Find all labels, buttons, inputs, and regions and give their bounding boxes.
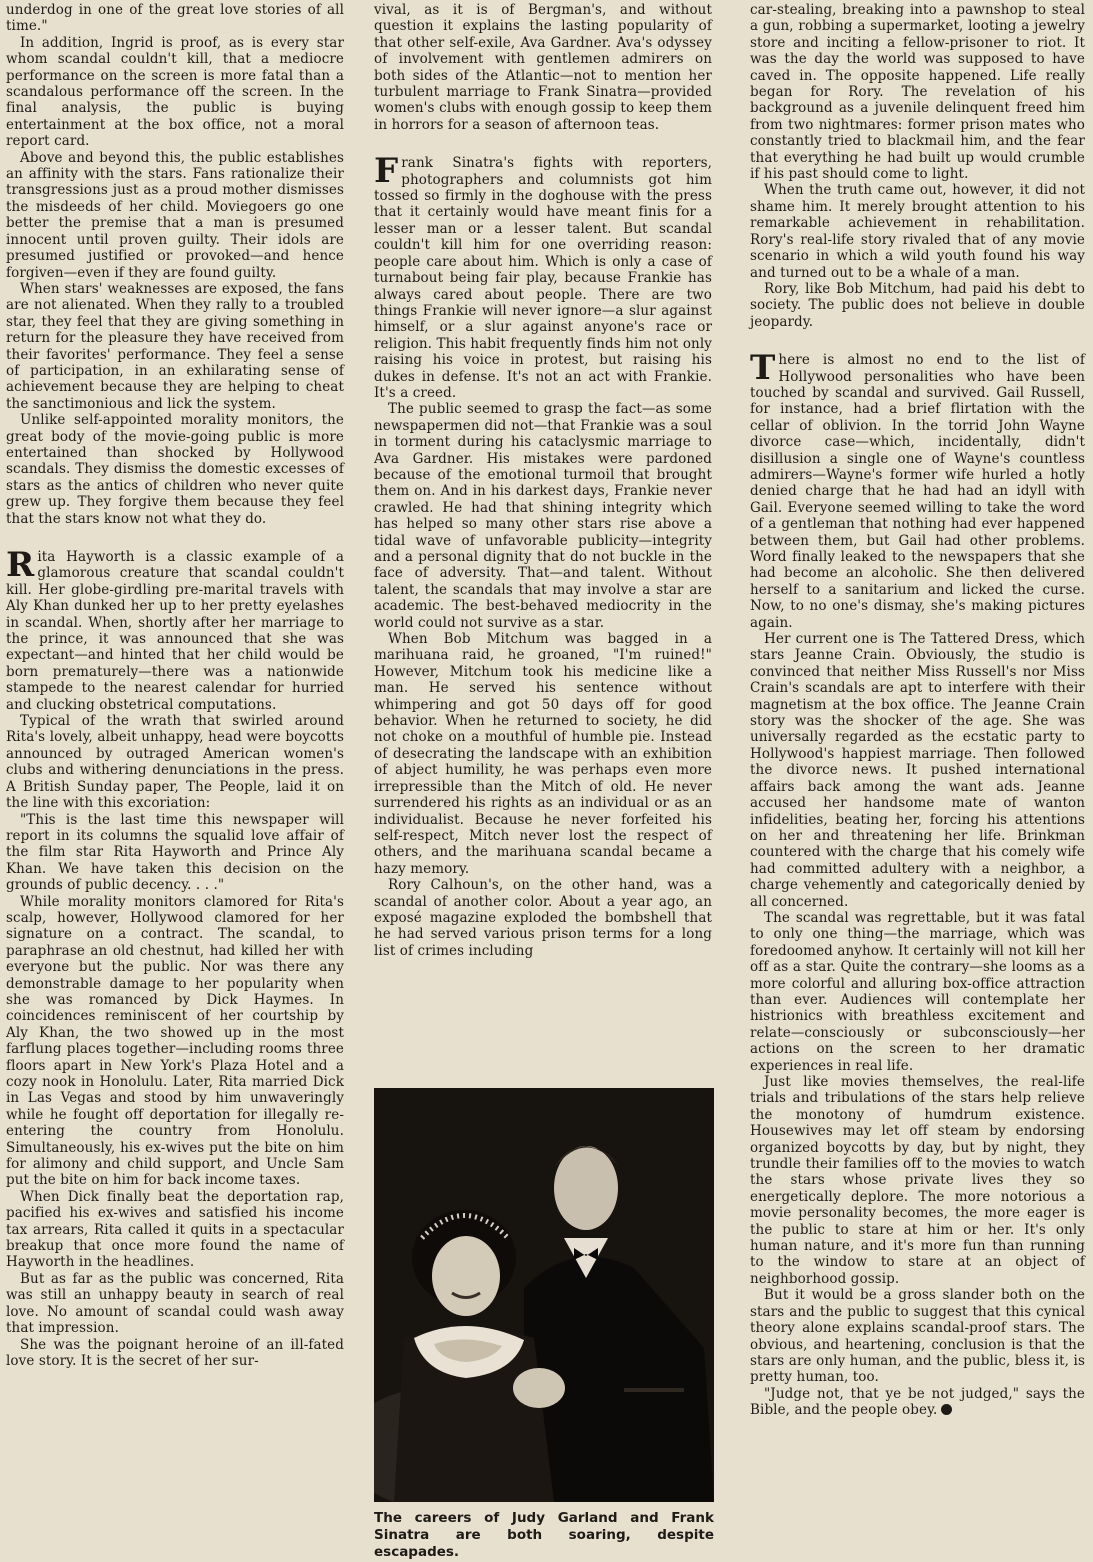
paragraph: But it would be a gross slander both on the stars and the public to suggest that this cynical theory alone explains scandal-proof stars. The obvious, and heartening, conclusion is that the stars are only human, and the public, bless it, is pretty human, too. [750,1287,1085,1386]
photo-dancing-couple [374,1088,714,1502]
paragraph: Rory, like Bob Mitchum, had paid his debt to society. The public does not believe in double jeopardy. [750,280,1085,330]
drop-cap: R [6,545,35,585]
paragraph: The scandal was regrettable, but it was fatal to only one thing—the marriage, which was foredoomed anyhow. It certainly will not kill her off as a star. Quite the contrary—she looms as a more colorful and alluring box-office attraction than ever. Audiences will contemplate her histrionics with breathless excitement and relate—consciously or subconsciously—her actions on the screen to her dramatic experiences in real life. [750,909,1085,1074]
quote-paragraph: "This is the last time this newspaper will report in its columns the squalid love affair of the film star Rita Hayworth and Prince Aly Khan. We have taken this decision on the grounds of public decency. . . ." [6,811,344,894]
paragraph: vival, as it is of Bergman's, and without question it explains the lasting popularity of that other self-exile, Ava Gardner. Ava's odyssey of involvement with gentlemen admirers on both sides of the Atlantic—not to mention her turbulent marriage to Frank Sinatra—provided women's clubs with enough gossip to keep them in horrors for a season of afternoon teas. [374,2,712,133]
section-paragraph: Frank Sinatra's fights with reporters, photographers and columnists got him tossed so firmly in the doghouse with the press that it certainly would have meant finis for a lesser man or a lesser talent. But scandal couldn't kill him for one overriding reason: people care about him. Which is only a case of turnabout being fair play, because Frankie has always cared about people. There are two things Frankie will never ignore—a slur against himself, or a slur against anyone's race or religion. This habit frequently finds him not only raising his voice in protest, but raising his dukes in defense. It's not an act with Frankie. It's a creed. [374,151,712,401]
paragraph: When stars' weaknesses are exposed, the fans are not alienated. When they rally to a troubled star, they feel that they are giving something in return for the pleasure they have received from their favorites' performance. They feel a sense of participation, in an exhilarating sense of achievement because they are helping to cheat the sanctimonious and lick the system. [6,280,344,412]
paragraph: Unlike self-appointed morality monitors, the great body of the movie-going public is more entertained than shocked by Hollywood scandals. They dismiss the domestic excesses of stars as the antics of children who never quite grew up. They forgive them because they feel that the stars know not what they do. [6,412,344,527]
paragraph: Rory Calhoun's, on the other hand, was a scandal of another color. About a year ago, an exposé magazine exploded the bombshell that he had served various prison terms for a long list of crimes including [374,877,712,959]
paragraph: In addition, Ingrid is proof, as is every star whom scandal couldn't kill, that a mediocre performance on the screen is more fatal than a scandalous performance off the screen. In the final analysis, the public is buying entertainment at the box office, not a moral report card. [6,34,344,150]
paragraph: But as far as the public was concerned, Rita was still an unhappy beauty in search of real love. No amount of scandal could wash away that impression. [6,1270,344,1337]
paragraph: underdog in one of the great love stories of all time." [6,2,344,35]
paragraph: Just like movies themselves, the real-life trials and tribulations of the stars help relieve the monotony of humdrum existence. Housewives may let off steam by endorsing organized boycotts by day, but by night, they trundle their families off to the movies to watch the stars whose private lives they so energetically deplore. The more notorious a movie personality becomes, the more eager is the public to stare at him or her. It's only human nature, and it's more fun than running to the window to stare at an object of neighborhood gossip. [750,1074,1085,1287]
paragraph: She was the poignant heroine of an ill-fated love story. It is the secret of her sur- [6,1336,344,1369]
drop-cap: F [374,151,399,192]
closing-paragraph: "Judge not, that ye be not judged," says the Bible, and the people obey. [750,1385,1085,1419]
section-paragraph: Rita Hayworth is a classic example of a glamorous creature that scandal couldn't kill. Her globe-girdling pre-marital travels with Aly Khan dunked her up to her pretty eyelashes in scandal. When, shortly after her marriage to the prince, it was announced that she was expectant—and hinted that her child would be born prematurely—there was a nationwide stampede to the nearest calendar for hurried and clucking obstetrical computations. [6,545,344,713]
paragraph: Above and beyond this, the public establishes an affinity with the stars. Fans rationalize their transgressions just as a proud mother dismisses the misdeeds of her child. Moviegoers go one better the premise that a man is presumed innocent until proven guilty. Their idols are presumed justified or provoked—and hence forgiven—even if they are found guilty. [6,149,344,281]
paragraph: The public seemed to grasp the fact—as some newspapermen did not—that Frankie was a soul in torment during his cataclysmic marriage to Ava Gardner. His mistakes were pardoned because of the emotional turmoil that brought them on. And in his darkest days, Frankie never crawled. He had that shining integrity which has helped so many other stars rise above a tidal wave of unfavorable publicity—integrity and a personal dignity that do not buckle in the face of adversity. That—and talent. Without talent, the scandals that may involve a star are academic. The best-behaved mediocrity in the world could not survive as a star. [374,401,712,631]
photo-block [374,1088,714,1561]
paragraph: When Dick finally beat the deportation rap, pacified his ex-wives and satisfied his income tax arrears, Rita called it quits in a spectacular breakup that once more found the name of Hayworth in the headlines. [6,1188,344,1271]
photo-caption: The careers of Judy Garland and Frank Sinatra are both soaring, despite escapades. [374,1510,714,1560]
section-paragraph: There is almost no end to the list of Hollywood personalities who have been touched by scandal and survived. Gail Russell, for instance, had a brief flirtation with the cellar of oblivion. In the torrid John Wayne divorce case—which, incidentally, didn't disillusion a single one of Wayne's countless admirers—Wayne's former wife hurled a hotly denied charge that he had had an idyll with Gail. Everyone seemed willing to take the word of a gentleman that nothing had ever happened between them, but Gail had other problems. Word finally leaked to the newspapers that she had become an alcoholic. She then delivered herself to a sanitarium and licked the curse. Now, to no one's dismay, she's making pictures again. [750,348,1085,631]
end-bullet-icon [941,1404,952,1415]
article-column-3 [750,2,1085,1419]
article-column-1 [6,2,344,1369]
paragraph: Typical of the wrath that swirled around Rita's lovely, albeit unhappy, head were boycotts announced by outraged American women's clubs and withering denunciations in the press. A British Sunday paper, The People, laid it on the line with this excoriation: [6,713,344,812]
drop-cap: T [750,348,776,389]
paragraph: car-stealing, breaking into a pawnshop to steal a gun, robbing a supermarket, looting a jewelry store and inciting a fellow-prisoner to riot. It was the day the world was supposed to have caved in. The opposite happened. Life really began for Rory. The revelation of his background as a juvenile delinquent freed him from two nightmares: former prison mates who constantly tried to blackmail him, and the fear that everything he had built up would crumble if his past should come to light. [750,2,1085,183]
paragraph: Her current one is The Tattered Dress, which stars Jeanne Crain. Obviously, the studio is convinced that neither Miss Russell's nor Miss Crain's scandals are apt to interfere with their magnetism at the box office. The Jeanne Crain story was the shocker of the age. She was universally regarded as the ecstatic party to Hollywood's happiest marriage. Then followed the divorce news. It pushed international affairs back among the want ads. Jeanne accused her handsome mate of wanton infidelities, beating her, forcing his attentions on her and threatening her life. Brinkman countered with the charge that his comely wife had committed adultery with a neighbor, a charge vehemently and categorically denied by all concerned. [750,631,1085,910]
paragraph: When the truth came out, however, it did not shame him. It merely brought attention to his remarkable achievement in rehabilitation. Rory's real-life story rivaled that of any movie scenario in which a wild youth found his way and turned out to be a whale of a man. [750,182,1085,281]
paragraph: While morality monitors clamored for Rita's scalp, however, Hollywood clamored for her signature on a contract. The scandal, to paraphrase an old chestnut, had killed her with everyone but the public. Nor was there any demonstrable damage to her popularity when she was romanced by Dick Haymes. In coincidences reminiscent of her courtship by Aly Khan, the two showed up in the most farflung places together—including rooms three floors apart in New York's Plaza Hotel and a cozy nook in Honolulu. Later, Rita married Dick in Las Vegas and stood by him unwaveringly while he fought off deportation for illegally re-entering the country from Honolulu. Simultaneously, his ex-wives put the bite on him for alimony and child support, and Uncle Sam put the bite on him for back income taxes. [6,893,344,1189]
paragraph: When Bob Mitchum was bagged in a marihuana raid, he groaned, "I'm ruined!" However, Mitchum took his medicine like a man. He served his sentence without whimpering and got 50 days off for good behavior. When he returned to society, he did not choke on a mouthful of humble pie. Instead of desecrating the landscape with an exhibition of abject humility, he was perhaps even more irrepressible than the Mitch of old. He never surrendered his rights as an individual or as an individualist. Because he never forfeited his self-respect, Mitch never lost the respect of others, and the marihuana scandal became a hazy memory. [374,631,712,877]
article-column-2 [374,2,712,959]
